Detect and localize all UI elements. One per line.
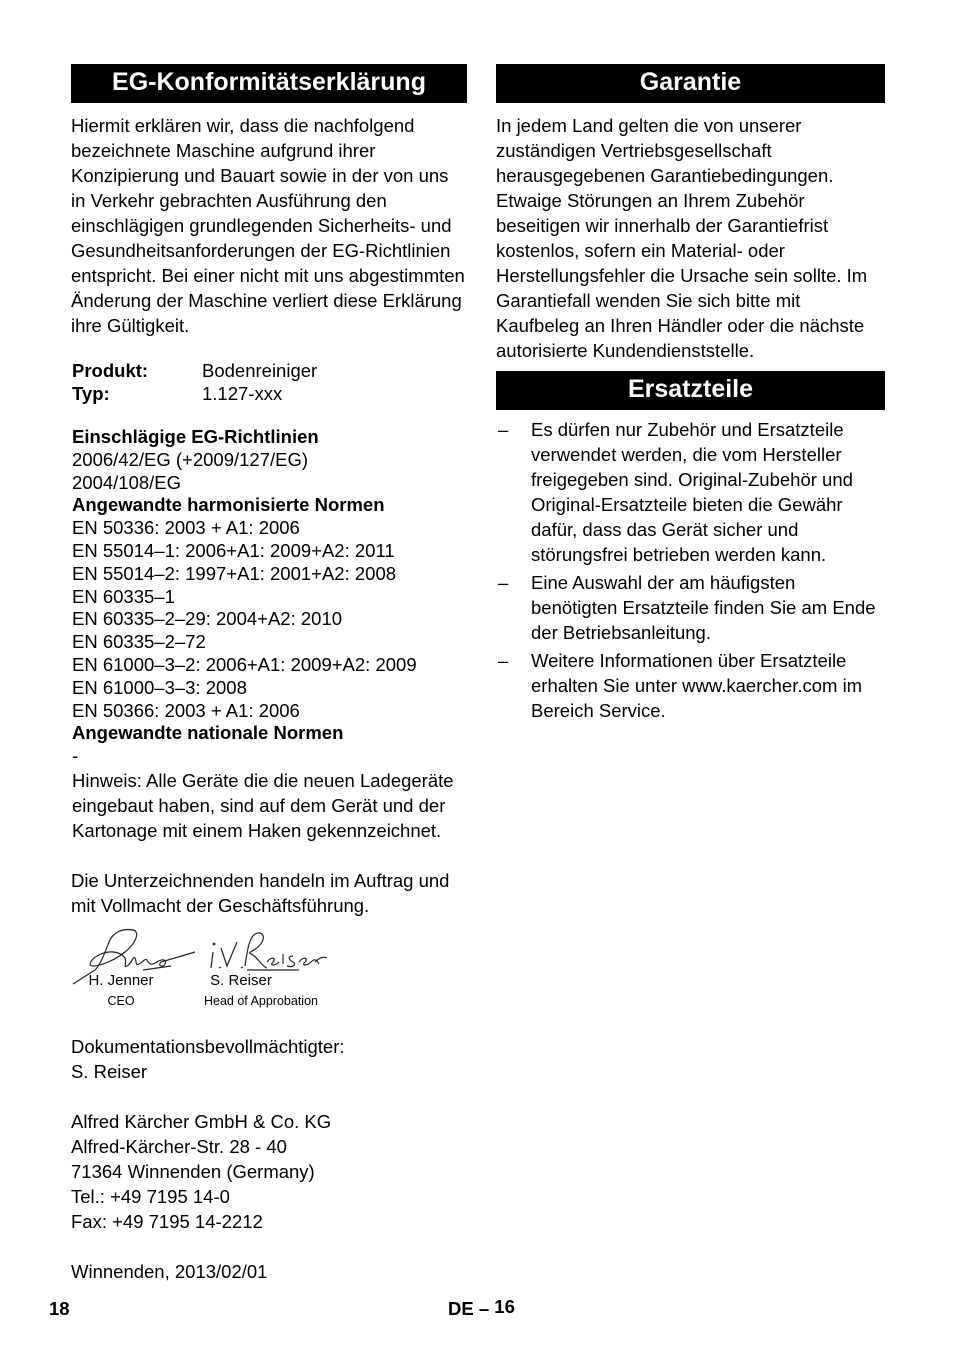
national-heading: Angewandte nationale Normen [72, 722, 344, 744]
list-dash: – [498, 419, 509, 440]
conformity-heading: EG-Konformitätserklärung [71, 64, 467, 103]
address-line: Alfred Kärcher GmbH & Co. KG [71, 1110, 332, 1132]
norms-block [71, 426, 467, 768]
left-column [71, 64, 467, 1284]
directive-line: 2006/42/EG (+2009/127/EG) [72, 448, 309, 470]
doc-rep-label: Dokumentationsbevollmächtigter: [71, 1035, 345, 1057]
norm-line: EN 60335–1 [72, 585, 175, 607]
signing-text: Die Unterzeichnenden handeln im Auftrag und mit Vollmacht der Geschäftsführung. [71, 869, 450, 916]
norm-line: EN 55014–1: 2006+A1: 2009+A2: 2011 [72, 539, 395, 561]
signature-area [71, 922, 467, 1034]
list-item-text: Es dürfen nur Zubehör und Ersatzteile verwendet werden, die vom Hersteller freigegeben sind. Original-Zubehör und Original-Ersatzteile bieten die Gewähr dafür, dass das Gerät sicher und störungsfrei betrieben werden kann. [531, 419, 853, 565]
right-column [496, 64, 885, 726]
norm-line: EN 61000–3–3: 2008 [72, 676, 247, 698]
list-item-text: Eine Auswahl der am häufigsten benötigten Ersatzteile finden Sie am Ende der Betriebsanleitung. [531, 572, 876, 643]
signature-name-jenner: H. Jenner [88, 971, 154, 989]
product-label: Produkt: [72, 360, 149, 381]
norm-line: EN 60335–2–72 [72, 631, 206, 653]
footer-lang: DE [448, 1298, 474, 1319]
ersatzteile-heading: Ersatzteile [496, 371, 885, 410]
type-value: 1.127-xxx [202, 383, 283, 404]
ersatzteile-list [496, 417, 885, 723]
list-dash: – [498, 650, 509, 671]
doc-rep-name: S. Reiser [71, 1060, 148, 1082]
place-date: Winnenden, 2013/02/01 [71, 1260, 268, 1282]
address-line: 71364 Winnenden (Germany) [71, 1160, 315, 1182]
list-item [496, 417, 885, 567]
product-row [71, 359, 467, 382]
list-item [496, 648, 885, 723]
garantie-text: In jedem Land gelten die von unserer zuständigen Vertriebsgesellschaft herausgegebenen Garantiebedingungen. Etwaige Störungen an Ihrem Zubehör beseitigen wir innerhalb der Garantiefrist kostenlos, sofern ein Material- oder Herstellungsfehler die Ursache sein sollte. Im Garantiefall wenden Sie sich bitte mit Kaufbeleg an Ihren Händler oder die nächste autorisierte Kundendienststelle. [496, 115, 868, 361]
company-address [71, 1109, 467, 1234]
list-item [496, 570, 885, 645]
note-text: Hinweis: Alle Geräte die die neuen Ladegeräte eingebaut haben, sind auf dem Gerät und der Kartonage mit einem Haken gekennzeichnet. [72, 769, 454, 841]
address-line: Alfred-Kärcher-Str. 28 - 40 [71, 1135, 287, 1157]
harmonized-heading: Angewandte harmonisierte Normen [72, 494, 385, 516]
type-label: Typ: [72, 383, 110, 404]
signature-reiser [211, 933, 327, 970]
type-row [71, 382, 467, 405]
garantie-heading: Garantie [496, 64, 885, 103]
footer-dash: – [478, 1298, 490, 1319]
page-number: 18 [49, 1298, 70, 1319]
product-info [71, 359, 467, 405]
norm-line: EN 61000–3–2: 2006+A1: 2009+A2: 2009 [72, 653, 417, 675]
norm-line: EN 50336: 2003 + A1: 2006 [72, 517, 300, 539]
signature-role-reiser: Head of Approbation [204, 993, 318, 1008]
doc-representative [71, 1034, 467, 1084]
norm-line: EN 50366: 2003 + A1: 2006 [72, 699, 300, 721]
address-line: Tel.: +49 7195 14-0 [71, 1185, 230, 1207]
page-footer-code [448, 1298, 515, 1320]
list-dash: – [498, 572, 509, 593]
list-item-text: Weitere Informationen über Ersatzteile erhalten Sie unter www.kaercher.com im Bereich Service. [531, 650, 863, 721]
norm-line: EN 60335–2–29: 2004+A2: 2010 [72, 608, 343, 630]
footer-sub-page: 16 [494, 1296, 515, 1317]
address-line: Fax: +49 7195 14-2212 [71, 1210, 263, 1232]
conformity-intro: Hiermit erklären wir, dass die nachfolgend bezeichnete Maschine aufgrund ihrer Konzipierung und Bauart sowie in der von uns in Verkehr gebrachten Ausführung den einschlägigen grundlegenden Sicherheits- und Gesundheitsanforderungen der EG-Richtlinien entspricht. Bei einer nicht mit uns abgestimmten Änderung der Maschine verliert diese Erklärung ihre Gültigkeit. [71, 115, 465, 336]
directive-line: 2004/108/EG [72, 471, 182, 493]
signature-role-jenner: CEO [107, 993, 135, 1008]
signature-name-reiser: S. Reiser [210, 971, 272, 989]
product-value: Bodenreiniger [202, 360, 318, 381]
directives-heading: Einschlägige EG-Richtlinien [72, 426, 319, 447]
national-value: - [72, 745, 79, 767]
norm-line: EN 55014–2: 1997+A1: 2001+A2: 2008 [72, 562, 397, 584]
